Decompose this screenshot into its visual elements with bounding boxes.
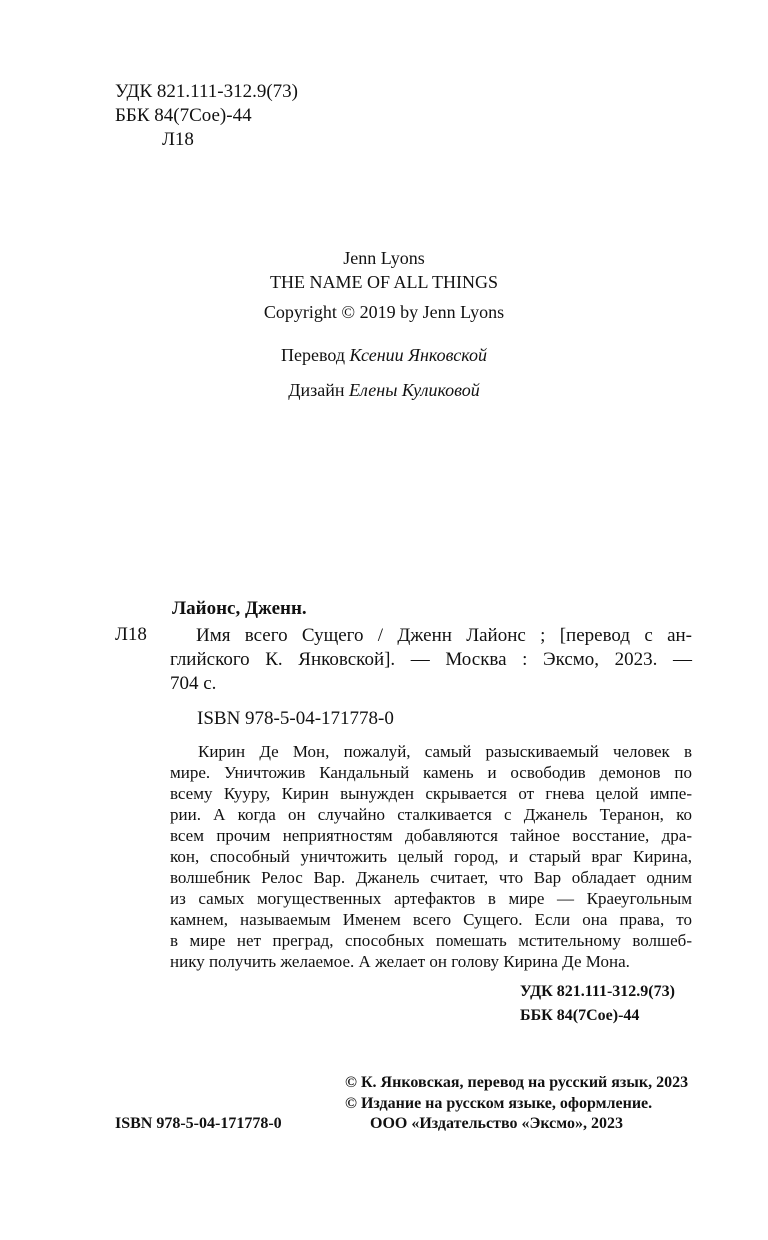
copyright-edition: © Издание на русском языке, оформление. <box>345 1095 653 1112</box>
bib-heading: Лайонс, Дженн. <box>172 598 307 619</box>
annotation-line: мире. Уничтожив Кандальный камень и освободив демонов по <box>170 763 692 782</box>
author-mark: Л18 <box>162 129 194 150</box>
bbk-code: ББК 84(7Сое)-44 <box>115 105 252 126</box>
original-author: Jenn Lyons <box>343 248 425 268</box>
bib-line: глийского К. Янковской]. — Москва : Эксмо, 2023. — <box>170 649 692 670</box>
translator-name: Ксении Янковской <box>349 345 487 365</box>
annotation <box>170 741 692 972</box>
original-copyright: Copyright © 2019 by Jenn Lyons <box>263 302 505 322</box>
design-credit <box>0 379 768 401</box>
bib-line: Имя всего Сущего / Дженн Лайонс ; [перевод с ан- <box>196 625 692 646</box>
annotation-line: всем прочим неприятностям добавляются тайное восстание, дра- <box>170 826 692 845</box>
bib-author-mark: Л18 <box>115 624 147 645</box>
copyright-publisher: ООО «Издательство «Эксмо», 2023 <box>370 1115 623 1132</box>
annotation-line: рии. А когда он случайно сталкивается с Джанель Теранон, ко <box>170 805 692 824</box>
annotation-line: волшебник Релос Вар. Джанель считает, что Вар обладает одним <box>170 868 692 887</box>
udk-code: УДК 821.111-312.9(73) <box>115 81 298 102</box>
translation-label: Перевод <box>281 345 345 365</box>
annotation-line: в мире нет преград, способных помешать мстительному волшеб- <box>170 931 692 950</box>
original-title: THE NAME OF ALL THINGS <box>270 272 498 292</box>
bib-line: 704 с. <box>170 673 217 694</box>
designer-name: Елены Куликовой <box>349 380 480 400</box>
annotation-line: Кирин Де Мон, пожалуй, самый разыскиваемый человек в <box>198 742 692 761</box>
annotation-line: нику получить желаемое. А желает он голову Кирина Де Мона. <box>170 952 630 971</box>
udk-code-bottom: УДК 821.111-312.9(73) <box>520 983 675 1000</box>
copyright-translation: © К. Янковская, перевод на русский язык, 2023 <box>345 1074 689 1091</box>
annotation-line: из самых могущественных артефактов в мире — Краеугольным <box>170 889 692 908</box>
bib-isbn: ISBN 978-5-04-171778-0 <box>197 708 394 729</box>
translation-credit <box>0 344 768 366</box>
footer-isbn: ISBN 978-5-04-171778-0 <box>115 1115 282 1132</box>
bib-description <box>170 624 692 696</box>
annotation-line: всему Кууру, Кирин вынужден скрывается от гнева целой импе- <box>170 784 692 803</box>
annotation-line: камнем, называемым Именем всего Сущего. Если она права, то <box>170 910 692 929</box>
design-label: Дизайн <box>288 380 345 400</box>
bbk-code-bottom: ББК 84(7Сое)-44 <box>520 1007 640 1024</box>
annotation-line: кон, способный уничтожить целый город, и старый враг Кирина, <box>170 847 692 866</box>
